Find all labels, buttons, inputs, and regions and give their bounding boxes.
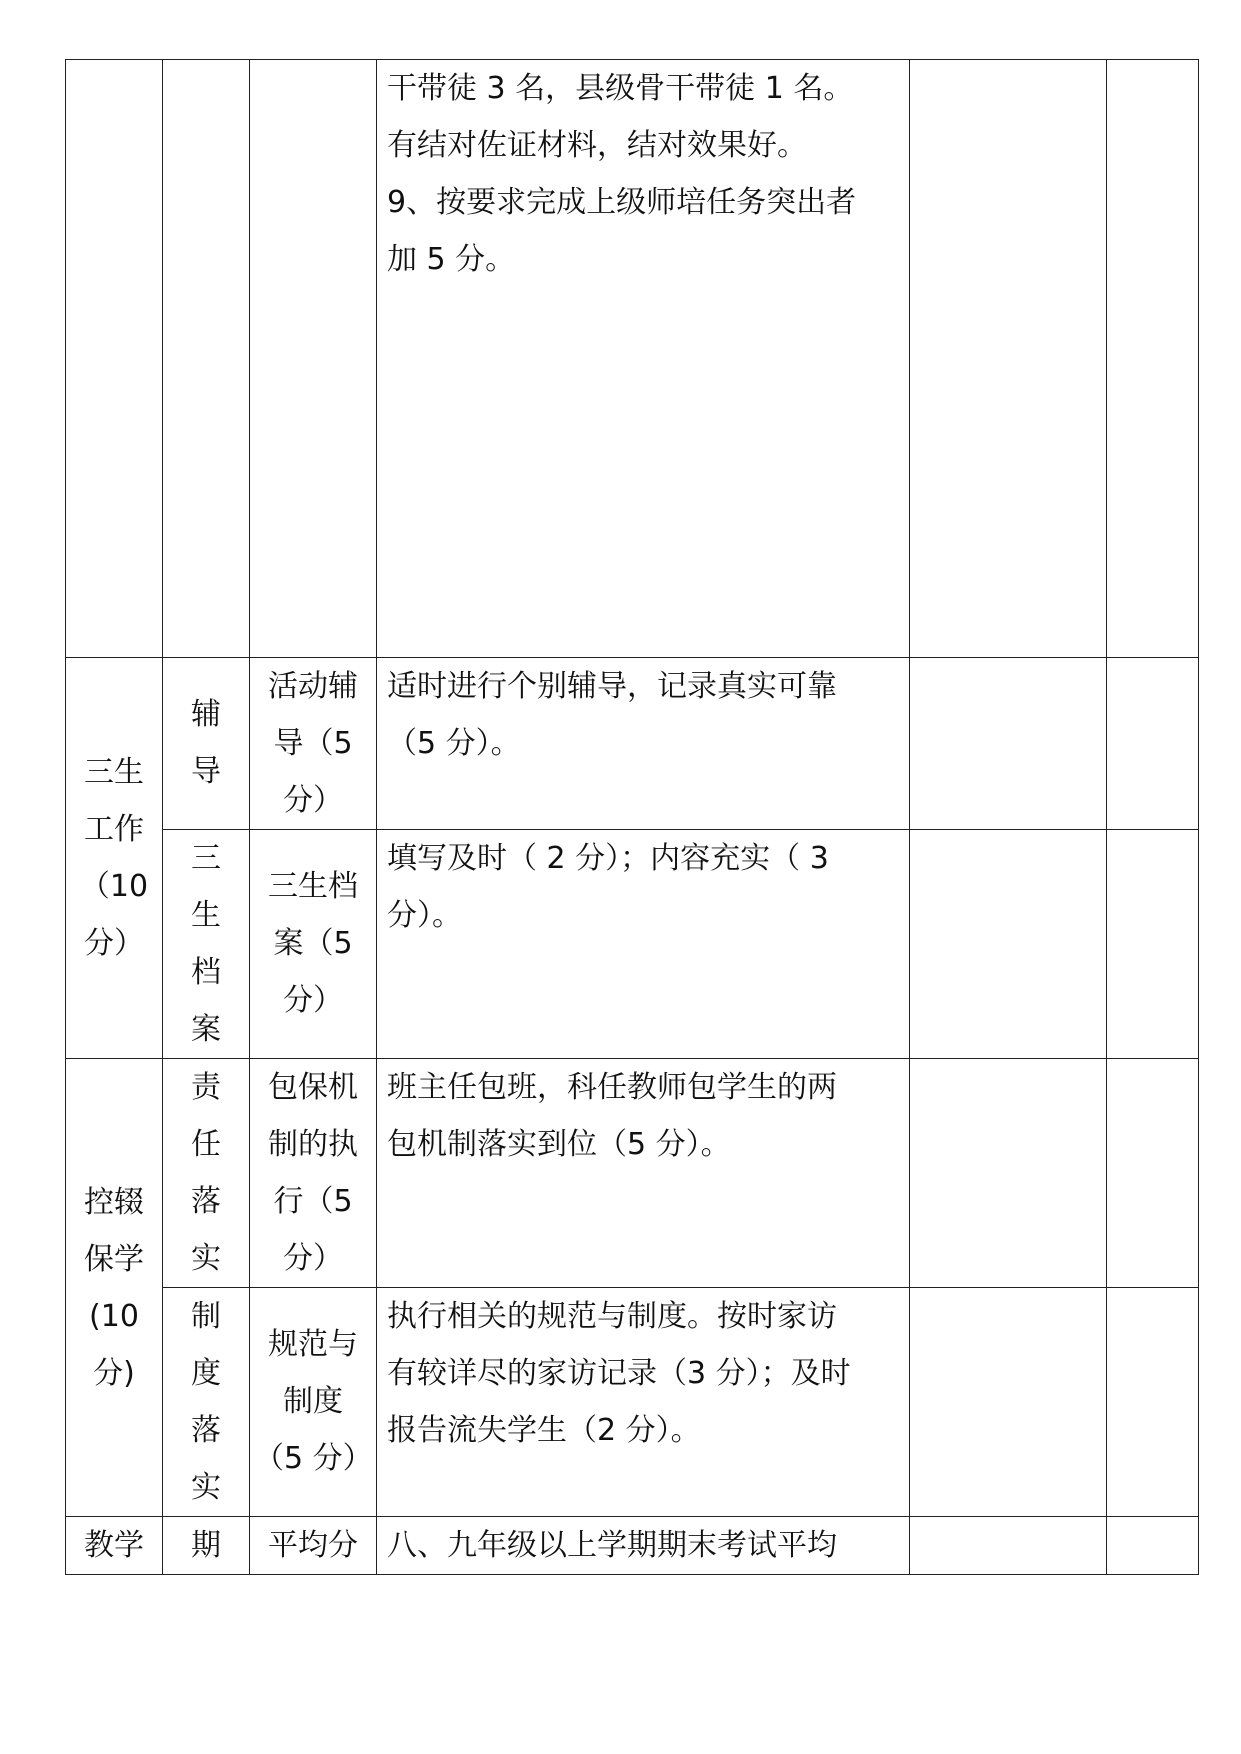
item-line: 分） — [283, 783, 343, 818]
criteria-line: （5 分）。 — [387, 726, 521, 761]
table-row-sansheng-dangan — [66, 830, 1199, 1059]
criteria-line: 干带徒 3 名，县级骨干带徒 1 名。 — [387, 71, 854, 106]
item-line: 案（5 — [273, 926, 353, 961]
item-line: 分） — [283, 983, 343, 1018]
table-row-kongchuo-zhidu — [66, 1288, 1199, 1517]
criteria-cell-dangan — [377, 830, 910, 1059]
item-line: 三生档 — [268, 869, 358, 904]
criteria-line: 八、九年级以上学期期末考试平均 — [387, 1528, 837, 1563]
criteria-line: 适时进行个别辅导，记录真实可靠 — [387, 669, 837, 704]
evaluation-table — [65, 59, 1199, 1575]
category-line: 工作 — [84, 812, 144, 847]
criteria-cell-fudao — [377, 658, 910, 830]
table-row-continuation — [66, 60, 1199, 658]
item-line: 平均分 — [268, 1528, 358, 1563]
category-line: 三生 — [84, 755, 144, 790]
criteria-cell-zeren — [377, 1059, 910, 1288]
score-cell — [910, 658, 1107, 830]
item-line: 分） — [283, 1241, 343, 1276]
criteria-cell-jiaoxue — [377, 1517, 910, 1575]
category-cell-kongchuo — [66, 1059, 163, 1517]
table-row-jiaoxue — [66, 1517, 1199, 1575]
item-cell-fudao — [250, 658, 377, 830]
criteria-line: 报告流失学生（2 分）。 — [387, 1413, 701, 1448]
item-line: （5 分） — [254, 1441, 373, 1476]
item-line: 包保机 — [268, 1070, 358, 1105]
category-line: (10 — [89, 1298, 139, 1334]
category-cell-empty — [66, 60, 163, 658]
item-line: 制度 — [283, 1384, 343, 1419]
score-cell — [910, 1517, 1107, 1575]
item-line: 行（5 — [273, 1184, 353, 1219]
subcategory-label: 制度落实 — [191, 1299, 221, 1505]
table-row-kongchuo-zeren — [66, 1059, 1199, 1288]
subcategory-label: 三生档案 — [191, 841, 221, 1047]
category-line: 控辍 — [84, 1184, 144, 1220]
item-cell-empty — [250, 60, 377, 658]
remark-cell — [1107, 830, 1199, 1059]
subcategory-label: 辅导 — [191, 697, 221, 789]
criteria-line: 班主任包班，科任教师包学生的两 — [387, 1070, 837, 1105]
criteria-line: 有较详尽的家访记录（3 分）；及时 — [387, 1356, 851, 1391]
criteria-line: 加 5 分。 — [387, 242, 516, 277]
remark-cell — [1107, 60, 1199, 658]
item-cell-jiaoxue — [250, 1517, 377, 1575]
score-cell — [910, 1059, 1107, 1288]
subcategory-cell-zhidu — [163, 1288, 250, 1517]
score-cell — [910, 830, 1107, 1059]
item-line: 导（5 — [273, 726, 353, 761]
criteria-line: 9、按要求完成上级师培任务突出者 — [387, 185, 857, 220]
item-line: 活动辅 — [268, 669, 358, 704]
category-line: （10 — [79, 869, 149, 904]
remark-cell — [1107, 1059, 1199, 1288]
item-line: 规范与 — [268, 1327, 358, 1362]
criteria-line: 分）。 — [387, 898, 462, 933]
category-line: 分) — [93, 1355, 135, 1391]
criteria-line: 填写及时（ 2 分）；内容充实（ 3 — [387, 841, 829, 876]
item-cell-dangan — [250, 830, 377, 1059]
subcategory-label: 责任落实 — [191, 1070, 221, 1276]
table-row-sansheng-fudao — [66, 658, 1199, 830]
subcategory-cell-empty — [163, 60, 250, 658]
score-cell — [910, 1288, 1107, 1517]
subcategory-label: 期 — [191, 1528, 221, 1563]
criteria-line: 有结对佐证材料，结对效果好。 — [387, 128, 807, 163]
item-cell-zhidu — [250, 1288, 377, 1517]
score-cell — [910, 60, 1107, 658]
criteria-line: 包机制落实到位（5 分）。 — [387, 1127, 731, 1162]
category-line: 教学 — [84, 1528, 144, 1563]
remark-cell — [1107, 1288, 1199, 1517]
category-cell-jiaoxue — [66, 1517, 163, 1575]
criteria-cell-continuation — [377, 60, 910, 658]
criteria-cell-zhidu — [377, 1288, 910, 1517]
subcategory-cell-zeren — [163, 1059, 250, 1288]
item-line: 制的执 — [268, 1127, 358, 1162]
category-line: 保学 — [84, 1241, 144, 1277]
category-cell-sansheng — [66, 658, 163, 1059]
remark-cell — [1107, 658, 1199, 830]
subcategory-cell-jiaoxue — [163, 1517, 250, 1575]
subcategory-cell-fudao — [163, 658, 250, 830]
criteria-line: 执行相关的规范与制度。按时家访 — [387, 1299, 837, 1334]
item-cell-zeren — [250, 1059, 377, 1288]
remark-cell — [1107, 1517, 1199, 1575]
subcategory-cell-dangan — [163, 830, 250, 1059]
category-line: 分） — [84, 926, 144, 961]
